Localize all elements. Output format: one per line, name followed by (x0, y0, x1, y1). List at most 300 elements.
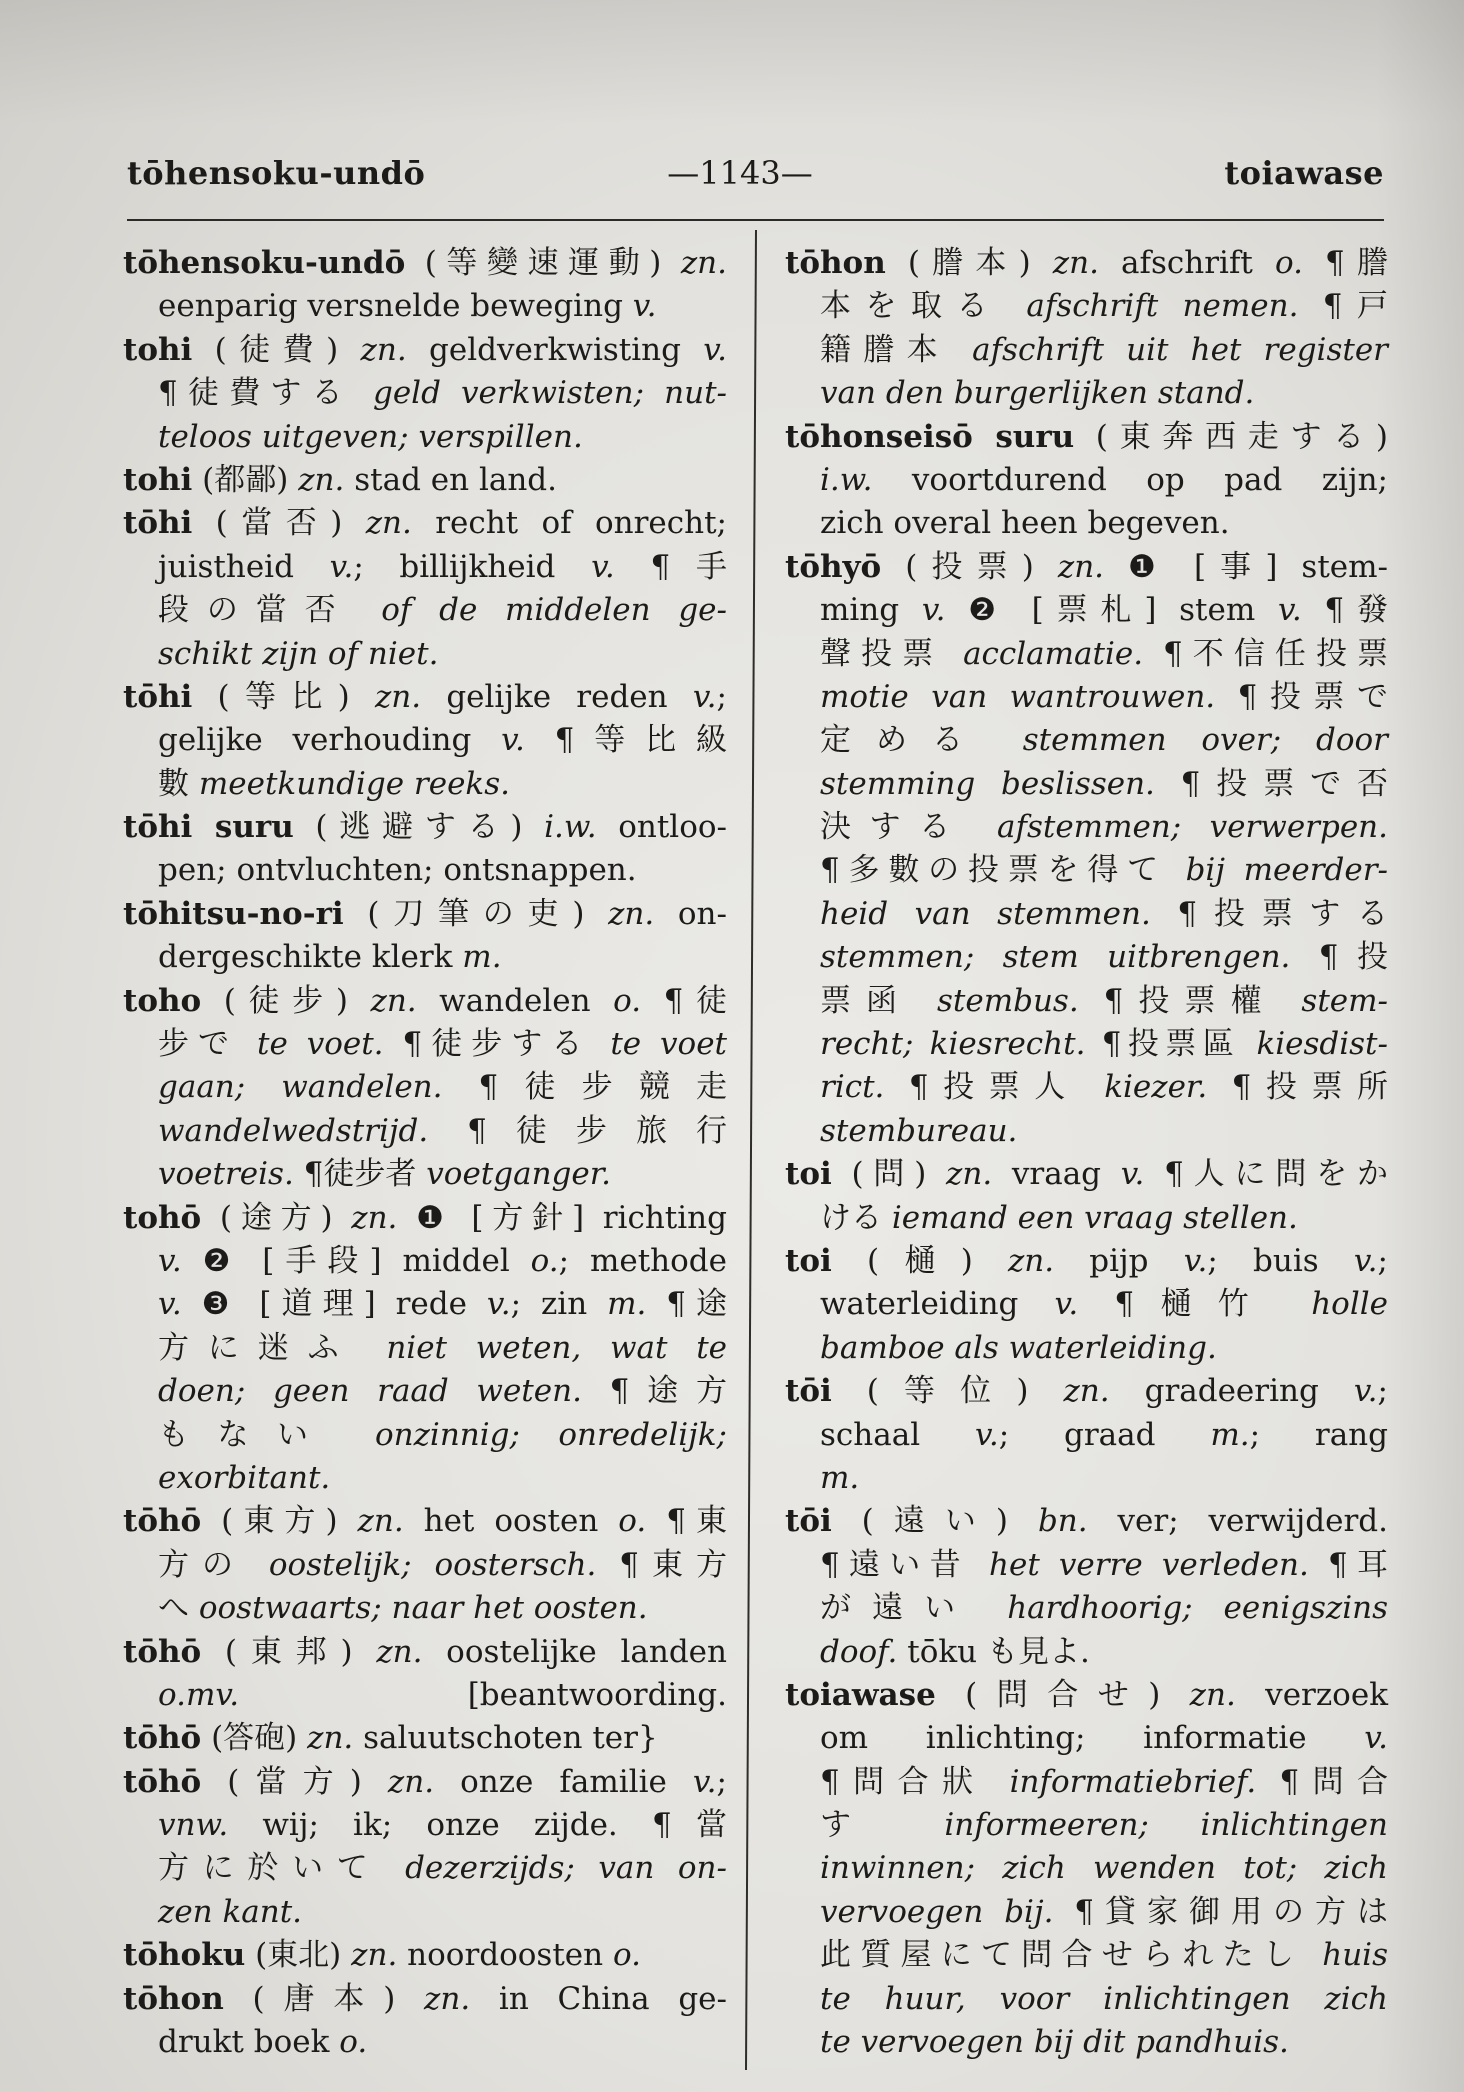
dictionary-entry (785, 416, 1388, 546)
entry-line (785, 936, 1388, 979)
entry-line (785, 1500, 1388, 1543)
italic-gloss: zn. (1007, 1242, 1055, 1279)
dictionary-entry (123, 329, 727, 459)
headword: tōi (785, 1373, 832, 1410)
entry-text: afschrift (1098, 245, 1275, 281)
entry-line (123, 2021, 727, 2064)
italic-gloss: bn. (1037, 1503, 1088, 1540)
entry-text: (等位) (831, 1373, 1064, 1410)
entry-line (123, 1153, 727, 1196)
italic-gloss: v. (501, 722, 525, 759)
entry-text: gelijke reden (421, 678, 693, 715)
entry-line (123, 1847, 727, 1890)
entry-text: (當方) (201, 1763, 388, 1800)
headword: tōhon (123, 1980, 224, 2017)
headword: tōhō (123, 1633, 202, 1670)
entry-line (785, 1934, 1388, 1977)
entry-text: ¶徒步者 (293, 1156, 427, 1193)
italic-gloss: o. (613, 982, 642, 1019)
entry-line (123, 1066, 727, 1109)
entry-text: ¶耳 (1308, 1546, 1389, 1583)
italic-gloss: te vervoegen bij dit pandhuis. (820, 2024, 1289, 2061)
entry-text: (徒費) (192, 331, 361, 368)
entry-text: voortdurend op pad zijn; (872, 461, 1388, 498)
entry-text: in China ge- (470, 1980, 727, 2017)
italic-gloss: bamboe als waterleiding. (820, 1329, 1217, 1366)
entry-line (785, 1544, 1388, 1587)
entry-text: oostelijke landen (422, 1633, 727, 1670)
entry-text: 方の (158, 1546, 269, 1583)
entry-line (785, 285, 1388, 328)
entry-text: ¶戸 (1298, 288, 1388, 325)
dictionary-entry (123, 806, 727, 893)
italic-gloss: afschrift nemen. (1026, 288, 1299, 325)
entry-line (123, 1197, 727, 1240)
entry-text: noordoosten (397, 1937, 613, 1974)
italic-gloss: v. (1277, 592, 1302, 629)
dictionary-entry (123, 676, 727, 806)
entry-line (123, 676, 727, 719)
entry-text: wandelen (416, 982, 614, 1019)
entry-text: gelijke verhouding (158, 722, 502, 759)
dictionary-entry (785, 546, 1388, 1153)
dictionary-entry (123, 980, 727, 1197)
italic-gloss: v. (974, 1416, 999, 1453)
entry-text: verzoek (1235, 1676, 1388, 1713)
italic-gloss: onzinnig; onredelijk; (374, 1416, 727, 1453)
italic-gloss: o. (339, 2024, 368, 2061)
entry-text: (東方) (201, 1503, 358, 1540)
running-head (127, 151, 1384, 195)
entry-line (785, 1587, 1388, 1630)
entry-line (785, 459, 1388, 502)
entry-line (123, 329, 727, 372)
italic-gloss: niet weten, wat te (386, 1329, 728, 1366)
entry-text: wij; ik; onze zijde. ¶當 (228, 1807, 727, 1844)
italic-gloss: afstemmen; verwerpen. (997, 809, 1388, 846)
entry-line (785, 1457, 1388, 1500)
entry-text: vraag (992, 1156, 1121, 1193)
entry-text: 步で (158, 1026, 257, 1063)
italic-gloss: dezerzijds; van on- (405, 1850, 727, 1887)
italic-gloss: doof. (820, 1633, 898, 1670)
entry-line (123, 1327, 727, 1370)
headword: tōhi (123, 678, 193, 715)
entry-text: ontloo- (596, 809, 727, 846)
italic-gloss: m. (462, 939, 502, 976)
entry-line (123, 1457, 727, 1500)
entry-line (123, 1544, 727, 1587)
italic-gloss: zn. (1057, 548, 1105, 585)
entry-text: ; (716, 1763, 727, 1800)
italic-gloss: meetkundige reeks. (198, 765, 510, 802)
entry-text: ¶投票人 (884, 1069, 1105, 1106)
italic-gloss: v. (703, 331, 727, 368)
italic-gloss: holle (1311, 1286, 1388, 1323)
entry-text: ¶遠い昔 (820, 1546, 990, 1583)
italic-gloss: m. (607, 1286, 647, 1323)
header-rule (127, 219, 1384, 221)
italic-gloss: kiezer. (1104, 1069, 1208, 1106)
entry-text: ¶途 (646, 1286, 728, 1323)
entry-line (785, 502, 1388, 545)
entry-line (785, 242, 1388, 285)
entry-text: 票函 (820, 982, 937, 1019)
italic-gloss: oostwaarts; naar het oosten. (198, 1590, 648, 1627)
entry-line (785, 806, 1388, 849)
entry-line (123, 285, 727, 328)
entry-line (123, 1370, 727, 1413)
entry-line (785, 1674, 1388, 1717)
italic-gloss: zn. (351, 1937, 398, 1974)
headword: tohō (123, 1199, 202, 1236)
headword: toiawase (785, 1676, 936, 1713)
entry-text: (等比) (192, 678, 375, 715)
entry-line (123, 1023, 727, 1066)
entry-line (123, 1804, 727, 1847)
dictionary-entry (123, 459, 727, 502)
entry-text: ; (716, 678, 727, 715)
entry-text: ¶徒步競走 (442, 1069, 728, 1106)
italic-gloss: v. (632, 288, 657, 325)
italic-gloss: kiesdist- (1256, 1026, 1388, 1063)
entry-line (123, 1891, 727, 1934)
dictionary-entry (785, 1153, 1388, 1240)
entry-text: 數 (158, 765, 199, 802)
entry-line (785, 1153, 1388, 1196)
italic-gloss: o.mv. (158, 1676, 240, 1713)
entry-text: (途方) (201, 1199, 352, 1236)
dictionary-entry (123, 1978, 727, 2065)
headword: tōhon (785, 245, 886, 281)
entry-text: 段の當否 (158, 592, 382, 629)
italic-gloss: bij meerder- (1185, 852, 1388, 889)
italic-gloss: te voet. (257, 1026, 384, 1063)
page-number: —1143— (667, 154, 813, 192)
entry-text: juistheid (158, 548, 330, 585)
italic-gloss: stembureau. (820, 1112, 1018, 1149)
italic-gloss: o. (530, 1242, 559, 1279)
entry-line (123, 893, 727, 936)
entry-text: (唐本) (223, 1980, 425, 2017)
entry-text: ¶投票權 (1078, 982, 1302, 1019)
italic-gloss: rict. (820, 1069, 885, 1106)
italic-gloss: heid van stemmen. (820, 895, 1151, 932)
entry-line (123, 372, 727, 415)
left-column (123, 242, 727, 2064)
entry-text: ¶貸家御用の方は (1053, 1893, 1388, 1930)
italic-gloss: zn. (357, 1503, 404, 1540)
italic-gloss: m. (1210, 1416, 1250, 1453)
entry-line (123, 633, 727, 676)
headword: tōhonseisō suru (785, 418, 1075, 455)
italic-gloss: acclamatie. (963, 635, 1144, 672)
entry-text: (當否) (192, 505, 366, 542)
entry-line (123, 1240, 727, 1283)
entry-text: het oosten (403, 1503, 619, 1540)
entry-text: ¶不信任投票 (1143, 635, 1389, 672)
dictionary-entry (785, 242, 1388, 416)
running-head-left-guideword: tōhensoku-undō (127, 154, 426, 192)
entry-line (785, 2021, 1388, 2064)
italic-gloss: stemmen over; door (1022, 722, 1388, 759)
italic-gloss: of de middelen ge- (381, 592, 728, 629)
entry-text: (徒步) (201, 982, 371, 1019)
headword: tohi (123, 331, 193, 368)
entry-text: ¶途方 (581, 1373, 727, 1410)
headword: tōhō (123, 1720, 202, 1757)
italic-gloss: het verre verleden. (989, 1546, 1309, 1583)
entry-text: ; graad (998, 1416, 1211, 1453)
entry-line (123, 1978, 727, 2021)
entry-text: す (820, 1807, 945, 1844)
dictionary-entry (123, 1761, 727, 1935)
entry-line (123, 589, 727, 632)
italic-gloss: zn. (351, 1199, 398, 1236)
entry-text: saluutschoten ter} (353, 1720, 658, 1757)
italic-gloss: o. (618, 1503, 647, 1540)
entry-text: waterleiding (820, 1286, 1055, 1323)
entry-text: ¶徒費する (158, 375, 373, 412)
italic-gloss: stem- (1301, 982, 1388, 1019)
headword: toi (785, 1156, 832, 1193)
headword: tōhyō (785, 548, 882, 585)
entry-line (785, 980, 1388, 1023)
entry-text: (東奔西走する) (1074, 418, 1388, 455)
entry-text: 此質屋にて問合せられたし (820, 1937, 1323, 1974)
dictionary-entry (123, 1500, 727, 1630)
entry-text: ¶手 (614, 548, 727, 585)
entry-text: ming (820, 592, 922, 629)
italic-gloss: vnw. (158, 1807, 229, 1844)
italic-gloss: zn. (365, 505, 412, 542)
entry-text: schaal (820, 1416, 975, 1453)
entry-line (123, 806, 727, 849)
entry-text: (問合せ) (935, 1676, 1190, 1713)
entry-line (123, 416, 727, 459)
entry-text: drukt boek (158, 2024, 340, 2061)
italic-gloss: zn. (424, 1980, 471, 2017)
entry-line (123, 763, 727, 806)
entry-line (785, 849, 1388, 892)
entry-text: pen; ontvluchten; ontsnappen. (158, 852, 637, 889)
entry-text: ; rang (1249, 1416, 1388, 1453)
entry-line (785, 893, 1388, 936)
entry-line (785, 1283, 1388, 1326)
italic-gloss: exorbitant. (158, 1459, 331, 1496)
italic-gloss: zn. (608, 895, 655, 932)
entry-text: ¶發 (1301, 592, 1388, 629)
italic-gloss: zn. (387, 1763, 435, 1800)
italic-gloss: zn. (946, 1156, 993, 1193)
italic-gloss: van den burgerlijken stand. (820, 375, 1255, 412)
entry-line (123, 1110, 727, 1153)
entry-text: (東邦) (201, 1633, 377, 1670)
italic-gloss: v. (1353, 1373, 1378, 1410)
entry-line (785, 1370, 1388, 1413)
entry-text: zich overal heen begeven. (820, 505, 1230, 542)
entry-line (123, 1414, 727, 1457)
italic-gloss: v. (921, 592, 946, 629)
dictionary-entry (123, 242, 727, 329)
entry-text: ¶投 (1290, 939, 1388, 976)
entry-line (785, 1978, 1388, 2021)
headword: tōhensoku-undō (123, 245, 406, 281)
entry-text: ¶問合 (1256, 1763, 1389, 1800)
entry-text: (投票) (881, 548, 1058, 585)
dictionary-entry (123, 1197, 727, 1501)
italic-gloss: voetganger. (426, 1156, 611, 1193)
entry-line (123, 1500, 727, 1543)
entry-text: (答砲) (201, 1720, 308, 1757)
entry-text: (樋) (831, 1242, 1008, 1279)
italic-gloss: zn. (370, 982, 417, 1019)
entry-text: dergeschikte klerk (158, 939, 463, 976)
entry-text: ❷ [票札] stem (945, 592, 1278, 629)
entry-text: recht of onrecht; (411, 505, 727, 542)
running-head-right-guideword: toiawase (1224, 154, 1384, 192)
headword: toi (785, 1242, 832, 1279)
italic-gloss: m. (820, 1459, 860, 1496)
italic-gloss: inwinnen; zich wenden tot; zich (820, 1850, 1388, 1887)
entry-text: ¶投票する (1150, 895, 1389, 932)
entry-text: ¶投票で (1215, 678, 1388, 715)
italic-gloss: voetreis. (158, 1156, 294, 1193)
entry-line (785, 1631, 1388, 1674)
dictionary-entry (123, 1717, 727, 1760)
entry-line (785, 1110, 1388, 1153)
entry-text: ¶徒步旅行 (428, 1112, 727, 1149)
headword: toho (123, 982, 202, 1019)
italic-gloss: zn. (374, 678, 422, 715)
italic-gloss: v. (1054, 1286, 1079, 1323)
headword: tōhitsu-no-ri (123, 895, 344, 932)
entry-line (785, 329, 1388, 372)
dictionary-entry (123, 1631, 727, 1718)
entry-text: 方に於いて (158, 1850, 406, 1887)
entry-line (785, 1414, 1388, 1457)
headword: tōi (785, 1503, 832, 1540)
italic-gloss: v. (1183, 1242, 1208, 1279)
italic-gloss: stembus. (937, 982, 1079, 1019)
entry-line (785, 719, 1388, 762)
italic-gloss: wandelwedstrijd. (158, 1112, 429, 1149)
entry-line (123, 936, 727, 979)
italic-gloss: stemming beslissen. (820, 765, 1155, 802)
italic-gloss: huis (1322, 1937, 1388, 1974)
entry-text: ❸ [道理] rede (181, 1286, 487, 1323)
entry-text: ¶投票所 (1207, 1069, 1389, 1106)
italic-gloss: zn. (1052, 245, 1099, 281)
italic-gloss: motie van wantrouwen. (820, 678, 1216, 715)
entry-text: (謄本) (885, 245, 1053, 281)
italic-gloss: informatiebrief. (1009, 1763, 1257, 1800)
entry-text: tōku も見よ. (897, 1633, 1090, 1670)
entry-line (123, 1934, 727, 1977)
italic-gloss: teloos uitgeven; verspillen. (158, 418, 583, 455)
dictionary-entry (785, 1240, 1388, 1370)
entry-text: ¶等比級 (524, 722, 728, 759)
entry-line (123, 1587, 727, 1630)
italic-gloss: v. (158, 1242, 182, 1279)
headword: tōhō (123, 1503, 202, 1540)
italic-gloss: v. (486, 1286, 511, 1323)
italic-gloss: informeeren; inlichtingen (944, 1807, 1388, 1844)
entry-text: ver; verwijderd. (1087, 1503, 1388, 1540)
entry-line (785, 546, 1388, 589)
headword: tohi (123, 461, 193, 498)
entry-text: もない (158, 1416, 375, 1453)
italic-gloss: v. (591, 548, 615, 585)
italic-gloss: o. (1274, 245, 1303, 281)
entry-text: 決する (820, 809, 997, 846)
entry-line (123, 1761, 727, 1804)
italic-gloss: hardhoorig; eenigszins (1007, 1590, 1388, 1627)
entry-line (123, 980, 727, 1023)
entry-line (123, 1717, 727, 1760)
entry-line (123, 1631, 727, 1674)
entry-text: (等變速運動) (405, 245, 681, 281)
headword: tōhō (123, 1763, 202, 1800)
entry-line (785, 763, 1388, 806)
italic-gloss: vervoegen bij. (820, 1893, 1054, 1930)
dictionary-entry (123, 502, 727, 676)
entry-text: ¶徒 (641, 982, 727, 1019)
entry-text: gradeering (1109, 1373, 1354, 1410)
italic-gloss: o. (612, 1937, 641, 1974)
entry-line (785, 1891, 1388, 1934)
entry-line (785, 1327, 1388, 1370)
entry-text: ❶ [事] stem- (1104, 548, 1388, 585)
entry-text: (都鄙) (192, 461, 299, 498)
entry-text: 籍謄本 (820, 331, 973, 368)
entry-text: 本を取る (820, 288, 1027, 325)
italic-gloss: geld verkwisten; nut- (372, 375, 728, 412)
italic-gloss: te huur, voor inlichtingen zich (820, 1980, 1388, 2017)
italic-gloss: zn. (376, 1633, 423, 1670)
entry-text: stad en land. (344, 461, 558, 498)
entry-line (123, 719, 727, 762)
italic-gloss: v. (1120, 1156, 1145, 1193)
entry-text: om inlichting; informatie (820, 1720, 1365, 1757)
entry-line (123, 459, 727, 502)
italic-gloss: gaan; wandelen. (158, 1069, 443, 1106)
entry-text: 定める (820, 722, 1023, 759)
entry-text: ; (1377, 1373, 1388, 1410)
italic-gloss: v. (158, 1286, 182, 1323)
entry-line (123, 849, 727, 892)
italic-gloss: i.w. (544, 809, 597, 846)
entry-text: (問) (831, 1156, 947, 1193)
entry-text: (遠い) (831, 1503, 1038, 1540)
entry-text-end: [beantwoording. (467, 1676, 727, 1713)
entry-text: on- (654, 895, 727, 932)
entry-text: へ (158, 1590, 199, 1627)
entry-text: (東北) (245, 1937, 352, 1974)
italic-gloss: v. (1353, 1242, 1378, 1279)
headword: tōhoku (123, 1937, 246, 1974)
italic-gloss: zn. (360, 331, 407, 368)
entry-line (785, 589, 1388, 632)
entry-text: ❷ [手段] middel (181, 1242, 531, 1279)
right-column (785, 242, 1388, 2064)
entry-line (785, 1066, 1388, 1109)
dictionary-entry (123, 893, 727, 980)
italic-gloss: zn. (307, 1720, 354, 1757)
entry-line (123, 1283, 727, 1326)
entry-text: geldverkwisting (406, 331, 704, 368)
entry-text: ¶東 (646, 1503, 728, 1540)
